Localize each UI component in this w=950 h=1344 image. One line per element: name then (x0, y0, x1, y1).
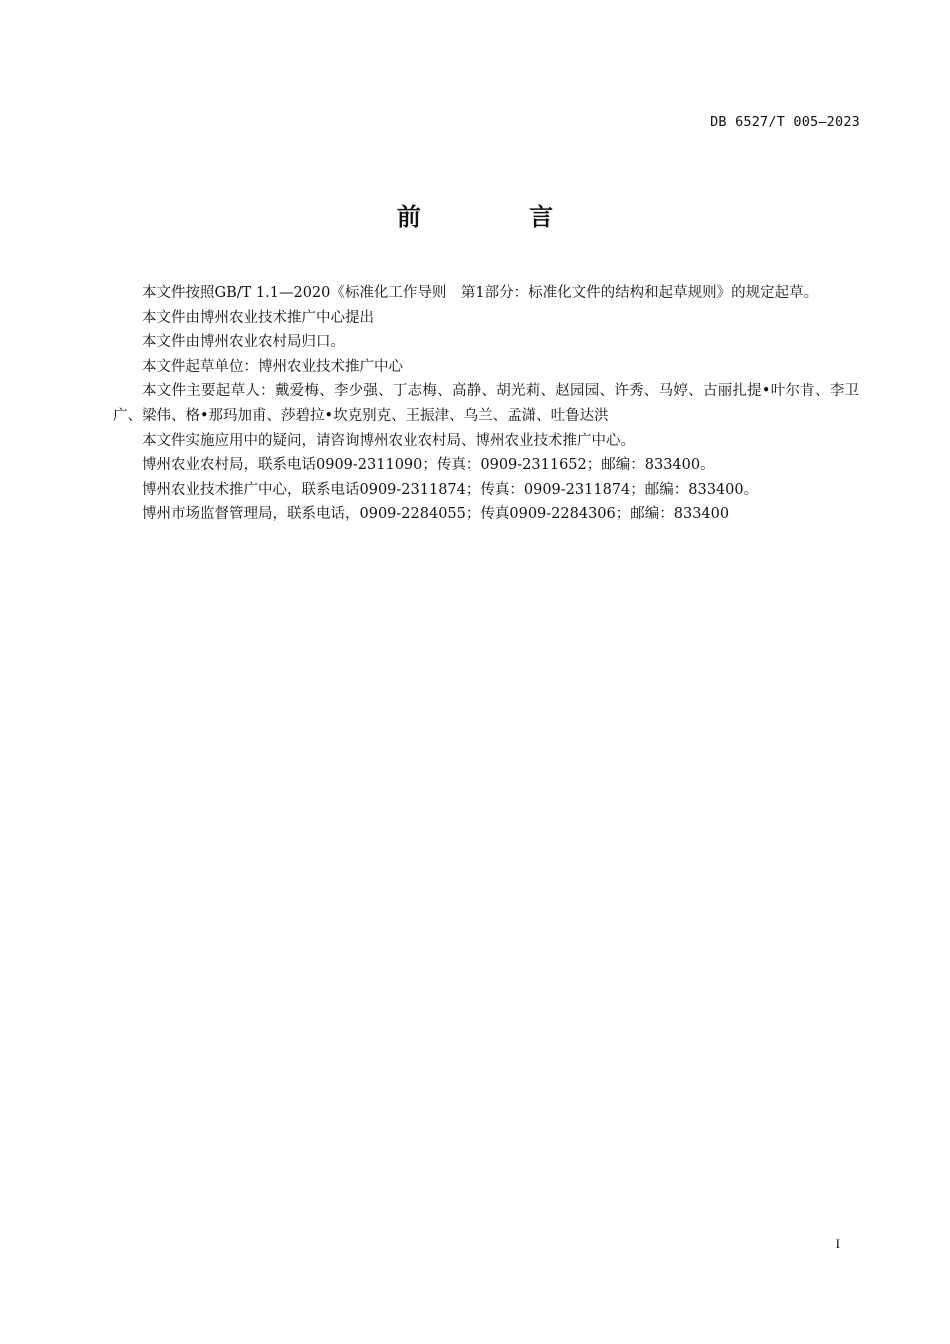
page-title: 前 言 (396, 203, 604, 231)
preface-body (113, 281, 859, 527)
standard-code: DB 6527/T 005—2023 (710, 114, 860, 130)
paragraph-inquiries: 本文件实施应用中的疑问，请咨询博州农业农村局、博州农业技术推广中心。 (142, 432, 635, 449)
paragraph-drafting-rules: 本文件按照GB/T 1.1—2020《标准化工作导则 第1部分：标准化文件的结构和起草规则》的规定起草。 (142, 285, 819, 301)
contact-agriculture-bureau: 博州农业农村局，联系电话0909-2311090；传真：0909-2311652；邮编：833400。 (142, 457, 715, 474)
paragraph-drafters: 本文件主要起草人：戴爱梅、李少强、丁志梅、高静、胡光莉、赵园园、许秀、马婷、古丽扎提•叶尔肯、李卫广、梁伟、格•那玛加甫、莎碧拉•坎克别克、王振津、乌兰、孟潇、吐鲁达洪 (113, 383, 859, 424)
paragraph-centralized-by: 本文件由博州农业农村局归口。 (142, 334, 345, 351)
page-number: I (835, 1236, 840, 1251)
paragraph-proposer: 本文件由博州农业技术推广中心提出 (142, 309, 374, 326)
contact-market-supervision-bureau: 博州市场监督管理局，联系电话，0909-2284055；传真0909-2284306；邮编：833400 (142, 506, 730, 523)
paragraph-drafting-unit: 本文件起草单位：博州农业技术推广中心 (142, 358, 403, 375)
contact-tech-promotion-center: 博州农业技术推广中心，联系电话0909-2311874；传真：0909-2311874；邮编：833400。 (142, 481, 759, 498)
